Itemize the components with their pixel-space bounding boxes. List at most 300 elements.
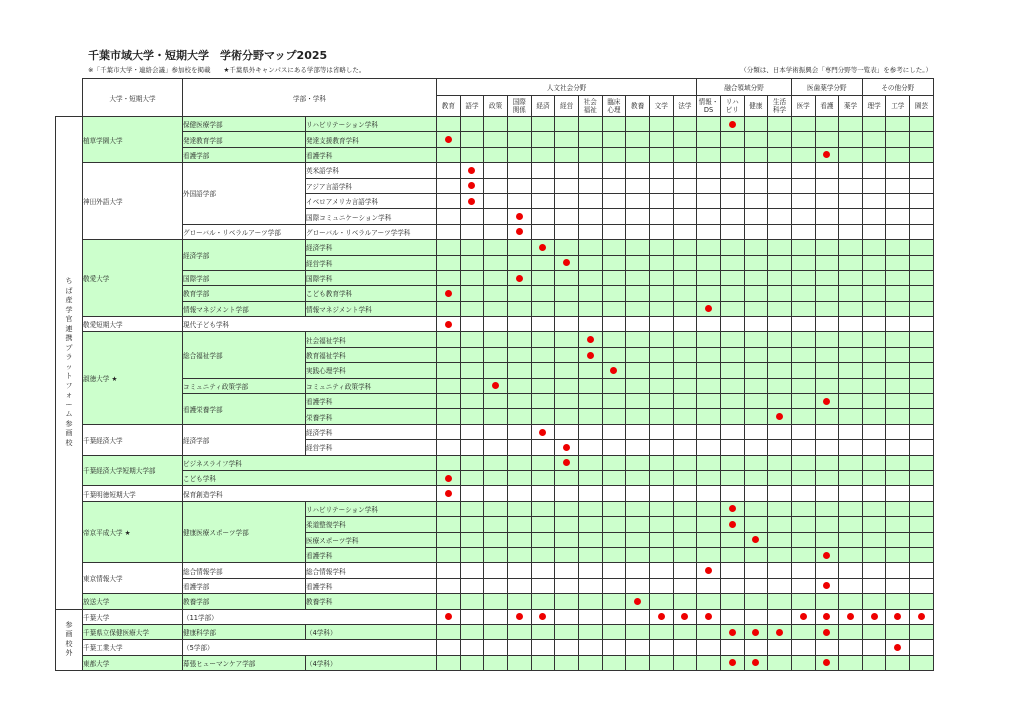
field-cell [839,255,863,270]
table-row [56,286,934,301]
field-cell [437,178,461,193]
header-group: 融合領域分野 [697,79,792,96]
field-cell [768,547,792,562]
field-cell [910,240,934,255]
header-column: リハ ビリ [720,96,744,117]
field-cell [791,117,815,132]
field-cell [649,240,673,255]
faculty-name: 健康科学部 [183,624,306,639]
field-cell [437,394,461,409]
header-column: 園芸 [910,96,934,117]
field-cell [649,532,673,547]
field-cell [460,440,484,455]
field-cell [578,117,602,132]
field-cell [531,578,555,593]
field-cell [507,270,531,285]
header-column: 教養 [626,96,650,117]
field-cell [507,224,531,239]
field-dot-marker [445,290,452,297]
field-cell [720,486,744,501]
field-cell [673,132,697,147]
field-cell [578,255,602,270]
field-cell [531,240,555,255]
field-cell [910,609,934,624]
field-cell [862,563,886,578]
field-cell [862,394,886,409]
field-cell [437,486,461,501]
field-cell [437,532,461,547]
department-name: （11学部） [183,609,437,624]
field-cell [460,286,484,301]
field-cell [578,409,602,424]
field-cell [531,532,555,547]
field-cell [910,501,934,516]
field-dot-marker [516,213,523,220]
table-row [56,624,934,639]
field-cell [815,470,839,485]
field-cell [673,455,697,470]
table-row [56,594,934,609]
field-cell [910,255,934,270]
field-cell [649,270,673,285]
field-cell [720,440,744,455]
field-cell [839,178,863,193]
field-cell [484,547,508,562]
field-cell [768,132,792,147]
field-cell [531,286,555,301]
field-cell [649,332,673,347]
field-cell [578,270,602,285]
field-cell [910,178,934,193]
field-cell [437,270,461,285]
field-cell [815,193,839,208]
table-row [56,501,934,516]
field-cell [602,517,626,532]
field-cell [768,117,792,132]
field-cell [578,532,602,547]
field-cell [839,378,863,393]
field-cell [886,594,910,609]
field-cell [862,655,886,670]
field-cell [555,224,579,239]
field-map-table [55,78,934,671]
field-cell [839,347,863,362]
header-column: 語学 [460,96,484,117]
field-cell [744,624,768,639]
field-cell [815,378,839,393]
field-cell [815,147,839,162]
field-cell [602,224,626,239]
side-label-text: 参画校外 [65,620,73,658]
field-cell [507,117,531,132]
field-cell [649,655,673,670]
field-cell [649,347,673,362]
field-cell [697,255,721,270]
field-cell [815,409,839,424]
field-cell [815,394,839,409]
field-cell [437,317,461,332]
field-cell [720,547,744,562]
field-cell [484,178,508,193]
field-cell [910,409,934,424]
department-name: 看護学科 [306,394,437,409]
field-cell [697,640,721,655]
field-cell [673,394,697,409]
field-cell [484,240,508,255]
field-cell [460,332,484,347]
department-name: 栄養学科 [306,409,437,424]
field-cell [720,286,744,301]
field-cell [673,255,697,270]
field-cell [531,486,555,501]
field-cell [555,332,579,347]
field-cell [602,240,626,255]
field-cell [578,193,602,208]
field-cell [910,486,934,501]
field-cell [886,270,910,285]
field-cell [531,255,555,270]
field-cell [768,209,792,224]
field-cell [791,394,815,409]
field-cell [720,117,744,132]
field-cell [531,440,555,455]
field-cell [437,378,461,393]
field-cell [602,117,626,132]
field-cell [484,655,508,670]
field-cell [531,455,555,470]
field-cell [815,532,839,547]
field-cell [531,301,555,316]
field-cell [673,117,697,132]
field-cell [460,193,484,208]
field-cell [649,470,673,485]
field-cell [697,394,721,409]
field-cell [531,609,555,624]
field-cell [839,317,863,332]
field-cell [602,178,626,193]
field-cell [531,117,555,132]
field-cell [626,486,650,501]
table-row [56,163,934,178]
field-cell [484,624,508,639]
field-cell [437,563,461,578]
field-cell [626,286,650,301]
field-cell [484,486,508,501]
field-dot-marker [705,305,712,312]
field-cell [531,163,555,178]
field-cell [673,209,697,224]
department-name: こども教育学科 [306,286,437,301]
field-cell [697,578,721,593]
university-name: 千葉大学 [83,609,183,624]
field-cell [720,224,744,239]
field-cell [626,640,650,655]
field-cell [602,409,626,424]
field-cell [555,347,579,362]
field-cell [602,486,626,501]
field-cell [626,178,650,193]
field-cell [744,440,768,455]
field-cell [697,240,721,255]
field-cell [507,301,531,316]
university-name: 敬愛短期大学 [83,317,183,332]
field-cell [649,517,673,532]
field-dot-marker [823,659,830,666]
field-cell [602,394,626,409]
field-cell [531,640,555,655]
field-cell [460,547,484,562]
field-cell [862,578,886,593]
table-row [56,301,934,316]
field-cell [886,547,910,562]
field-cell [839,640,863,655]
field-cell [649,132,673,147]
field-cell [744,578,768,593]
university-name: 敬愛大学 [83,240,183,317]
field-cell [437,640,461,655]
field-dot-marker [729,121,736,128]
field-cell [649,440,673,455]
field-cell [673,640,697,655]
field-cell [578,363,602,378]
header-column: 臨床 心理 [602,96,626,117]
field-cell [602,547,626,562]
field-dot-marker [445,136,452,143]
field-cell [437,193,461,208]
field-cell [839,363,863,378]
field-cell [626,163,650,178]
field-cell [555,594,579,609]
field-cell [886,224,910,239]
field-cell [531,624,555,639]
field-dot-marker [705,613,712,620]
field-cell [626,332,650,347]
field-cell [555,486,579,501]
field-cell [626,394,650,409]
field-cell [791,270,815,285]
field-cell [507,624,531,639]
field-cell [886,563,910,578]
field-cell [531,193,555,208]
field-cell [626,563,650,578]
field-cell [531,424,555,439]
field-cell [484,255,508,270]
field-cell [720,147,744,162]
field-cell [555,317,579,332]
field-cell [886,578,910,593]
field-cell [578,594,602,609]
field-cell [839,486,863,501]
field-cell [862,424,886,439]
field-cell [531,563,555,578]
field-cell [437,255,461,270]
header-column: 政策 [484,96,508,117]
field-dot-marker [445,321,452,328]
field-cell [815,640,839,655]
field-cell [507,547,531,562]
field-cell [484,332,508,347]
field-cell [555,394,579,409]
field-cell [744,286,768,301]
field-cell [815,255,839,270]
field-dot-marker [823,629,830,636]
field-cell [484,609,508,624]
field-cell [555,409,579,424]
field-cell [484,347,508,362]
field-dot-marker [681,613,688,620]
field-cell [484,594,508,609]
header-column: 工学 [886,96,910,117]
university-name: 千葉県立保健医療大学 [83,624,183,639]
field-cell [578,240,602,255]
field-cell [815,178,839,193]
field-cell [460,378,484,393]
field-cell [507,332,531,347]
table-row [56,470,934,485]
field-cell [910,378,934,393]
field-cell [768,378,792,393]
field-cell [815,624,839,639]
field-cell [555,286,579,301]
field-cell [886,609,910,624]
field-cell [531,655,555,670]
field-cell [791,163,815,178]
field-cell [626,193,650,208]
field-cell [484,501,508,516]
field-dot-marker [563,444,570,451]
field-cell [720,209,744,224]
university-name: 帝京平成大学 ★ [83,501,183,563]
field-cell [626,240,650,255]
field-cell [697,424,721,439]
field-cell [626,117,650,132]
faculty-name: 経済学部 [183,240,306,271]
field-cell [484,209,508,224]
field-cell [791,178,815,193]
field-cell [910,117,934,132]
field-cell [460,501,484,516]
faculty-name: 教養学部 [183,594,306,609]
department-name: 情報マネジメント学科 [306,301,437,316]
field-cell [768,624,792,639]
field-cell [578,547,602,562]
field-cell [697,117,721,132]
field-cell [507,178,531,193]
field-dot-marker [729,505,736,512]
field-cell [744,609,768,624]
field-cell [507,286,531,301]
field-cell [626,409,650,424]
field-cell [649,286,673,301]
field-cell [531,517,555,532]
field-cell [602,255,626,270]
field-cell [555,517,579,532]
field-cell [555,532,579,547]
department-name: 経済学科 [306,424,437,439]
field-cell [437,517,461,532]
field-cell [910,455,934,470]
field-cell [791,255,815,270]
field-cell [815,501,839,516]
page-title: 千葉市域大学・短期大学 学術分野マップ2025 [88,49,328,62]
faculty-name: 保健医療学部 [183,117,306,132]
field-cell [626,578,650,593]
field-cell [626,224,650,239]
field-cell [815,332,839,347]
side-label-non-member [56,609,83,671]
field-cell [910,224,934,239]
field-cell [886,655,910,670]
field-dot-marker [516,228,523,235]
field-cell [768,563,792,578]
field-cell [484,563,508,578]
field-cell [815,317,839,332]
field-cell [626,424,650,439]
field-cell [437,440,461,455]
field-cell [744,409,768,424]
field-cell [744,517,768,532]
field-cell [555,363,579,378]
field-cell [602,578,626,593]
department-name: （5学部） [183,640,437,655]
field-cell [791,378,815,393]
field-cell [649,547,673,562]
field-cell [578,470,602,485]
field-cell [437,655,461,670]
field-cell [531,147,555,162]
field-cell [602,440,626,455]
field-cell [460,486,484,501]
field-cell [437,132,461,147]
field-cell [791,317,815,332]
field-cell [531,547,555,562]
field-cell [578,486,602,501]
header-column: 医学 [791,96,815,117]
field-cell [697,594,721,609]
department-name: 看護学科 [306,547,437,562]
header-column: 経営 [555,96,579,117]
field-cell [720,470,744,485]
field-cell [602,594,626,609]
faculty-name: 国際学部 [183,270,306,285]
field-cell [555,193,579,208]
university-name: 千葉工業大学 [83,640,183,655]
field-cell [839,547,863,562]
field-cell [626,347,650,362]
field-dot-marker [705,567,712,574]
field-cell [886,240,910,255]
field-cell [437,332,461,347]
field-cell [815,563,839,578]
field-cell [555,440,579,455]
field-dot-marker [752,629,759,636]
field-cell [791,209,815,224]
field-cell [839,301,863,316]
field-cell [460,578,484,593]
department-name: グローバル・リベラルアーツ学学科 [306,224,437,239]
field-cell [649,209,673,224]
field-cell [768,470,792,485]
field-cell [862,209,886,224]
field-cell [602,147,626,162]
field-cell [886,532,910,547]
field-cell [484,640,508,655]
field-cell [910,624,934,639]
note-left: ※「千葉市大学・連絡会議」参加校を掲載 ★千葉県外キャンパスにある学部等は省略した。 [88,66,366,74]
field-cell [791,440,815,455]
field-cell [649,178,673,193]
field-cell [673,286,697,301]
